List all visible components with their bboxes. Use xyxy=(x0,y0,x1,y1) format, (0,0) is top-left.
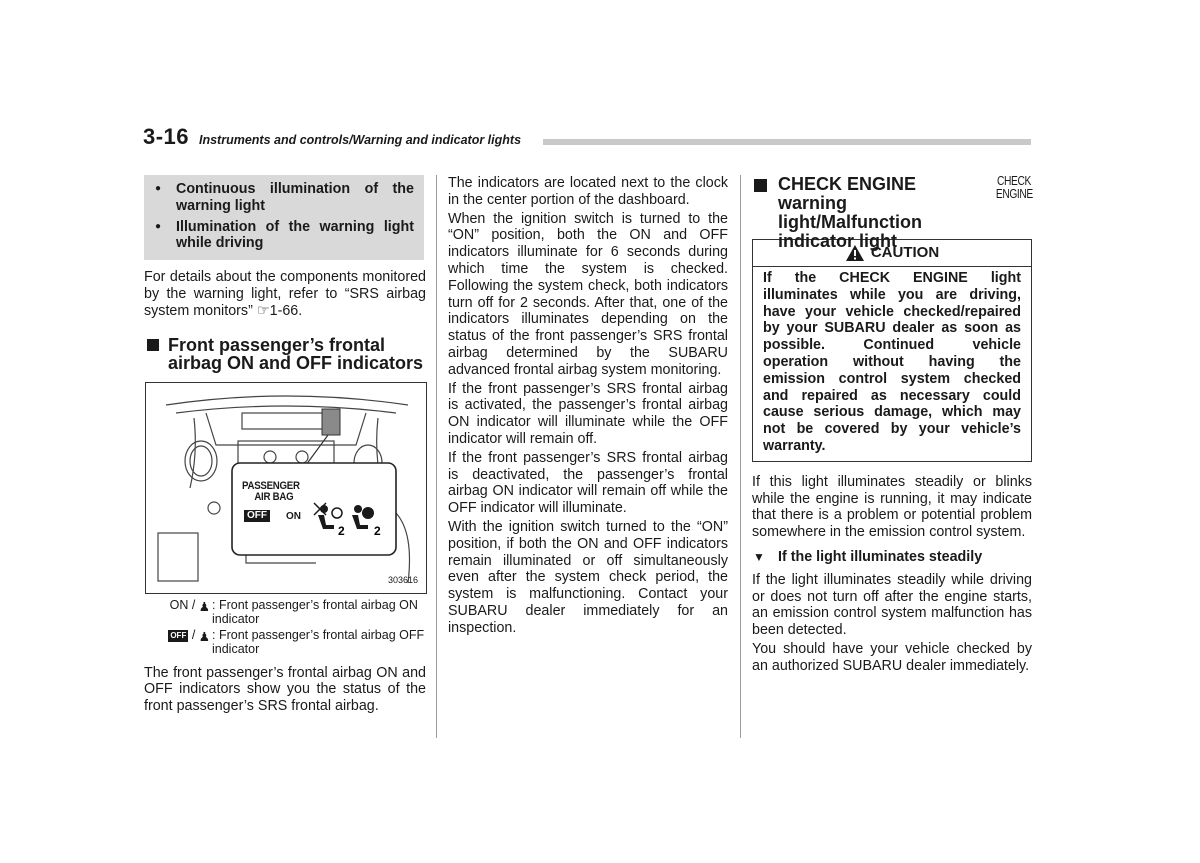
paragraph: You should have your vehicle checked by an authorized SUBARU dealer immediately. xyxy=(752,640,1032,674)
left-column xyxy=(144,175,426,717)
svg-text:2: 2 xyxy=(374,523,381,537)
middle-column xyxy=(448,175,728,639)
legend-off: OFF / ♟ : Front passenger’s frontal airbag OFF indicator xyxy=(170,627,425,657)
list-item: ● Continuous illumination of the warning light xyxy=(155,181,414,214)
check-engine-heading: CHECK ENGINE warning light/Malfunction indicator light CHECK ENGINE xyxy=(752,175,1032,235)
svg-text:2: 2 xyxy=(338,523,345,537)
list-item: ● Illumination of the warning light while driving xyxy=(155,218,414,252)
passenger-airbag-small-icon: ♟ xyxy=(198,599,210,614)
black-square-icon xyxy=(754,179,767,192)
callout-text: PASSENGER AIR BAG xyxy=(242,479,300,503)
paragraph: If the light illuminates steadily while driving or does not turn off after the engine starts, an emission control system malfunction has been detected. xyxy=(752,571,1032,639)
paragraph: When the ignition switch is turned to the “ON” position, both the ON and OFF indicators illuminate for 6 seconds during which time the system is checked. Following the system check, both indicators turn off for 2 seconds. After that, one of the indicators illuminates depending on the status of the front passenger’s SRS frontal airbag determined by the SUBARU advanced frontal airbag system monitoring. xyxy=(448,210,728,378)
caution-box xyxy=(752,239,1032,462)
figure-number: 303616 xyxy=(387,574,418,585)
closing-text: The front passenger’s frontal airbag ON and OFF indicators show you the status of the front passenger’s SRS frontal airbag. xyxy=(144,664,426,715)
paragraph: If the front passenger’s SRS frontal airbag is deactivated, the passenger’s frontal airbag ON indicator will remain off while the OFF indicator will illuminate. xyxy=(448,449,728,517)
legend-on: ON / ♟ : Front passenger’s frontal airbag ON indicator xyxy=(169,597,418,627)
header-rule xyxy=(543,139,1031,145)
paragraph: The indicators are located next to the clock in the center portion of the dashboard. xyxy=(448,175,728,208)
details-text: For details about the components monitored by the warning light, refer to “SRS airbag system monitors” ☞1-66. xyxy=(144,269,426,319)
airbag-section-heading: Front passenger’s frontal airbag ON and OFF indicators xyxy=(144,336,426,372)
passenger-airbag-small-icon: ♟ xyxy=(198,629,210,644)
right-column xyxy=(752,175,1032,677)
section-title: Instruments and controls/Warning and indicator lights xyxy=(199,133,522,147)
dashboard-figure xyxy=(145,382,427,594)
off-badge: OFF xyxy=(170,630,187,640)
black-square-icon xyxy=(147,339,159,351)
off-indicator: OFF xyxy=(244,510,270,522)
check-engine-icon: CHECK ENGINE xyxy=(995,174,1033,201)
column-divider-left xyxy=(436,175,437,738)
page-number: 3-16 xyxy=(143,124,190,149)
page-header xyxy=(143,124,1033,152)
passenger-airbag-icon xyxy=(312,501,392,537)
column-divider-right xyxy=(740,175,741,738)
bullet-icon: ● xyxy=(155,183,162,194)
subheading: ▼ If the light illuminates steadily xyxy=(753,548,983,565)
down-triangle-icon: ▼ xyxy=(753,549,765,564)
paragraph: With the ignition switch turned to the “ON” position, if both the ON and OFF indicators remain illuminated or off simultaneously even after the system check period, the system is malfunctioning. Contact your SUBARU dealer immediately for an inspection. xyxy=(448,518,728,636)
bullet-box xyxy=(144,175,424,260)
bullet-icon: ● xyxy=(155,220,162,232)
intro-text: If this light illuminates steadily or blinks while the engine is running, it may indicate that there is a problem or potential problem somewhere in the emission control system. xyxy=(752,473,1032,541)
caution-text: If the CHECK ENGINE light illuminates while you are driving, have your vehicle checked/repaired by your SUBARU dealer as soon as possible. Continued vehicle operation without having the emission control system checked and repaired as necessary could cause serious damage, which may not be covered by your vehicle’s warranty. xyxy=(763,270,1021,454)
caution-header: CAUTION xyxy=(753,240,1031,267)
on-indicator: ON xyxy=(286,510,301,522)
paragraph: If the front passenger’s SRS frontal airbag is activated, the passenger’s frontal airbag ON indicator will illuminate while the OFF indicator will remain off. xyxy=(448,380,728,447)
